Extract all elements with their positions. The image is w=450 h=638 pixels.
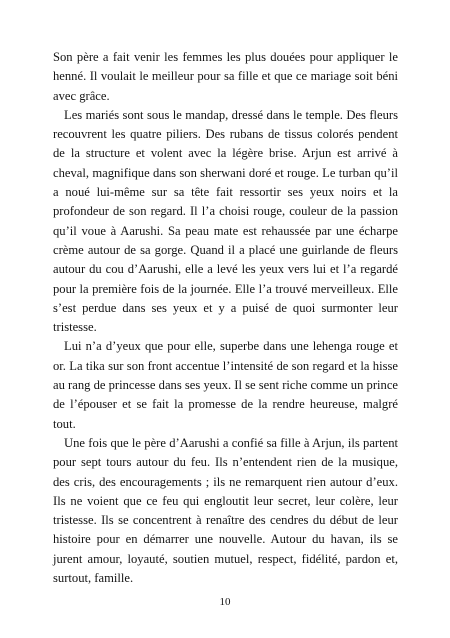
paragraph-1: Son père a fait venir les femmes les plus douées pour appliquer le henné. Il voulait le meilleur pour sa fille et que ce mariage soit béni avec grâce. (53, 50, 398, 103)
paragraph-3: Lui n’a d’yeux que pour elle, superbe dans une lehenga rouge et or. La tika sur son front accentue l’intensité de son regard et la hisse au rang de princesse dans ses yeux. Il se sent riche comme un prince de l’épouser et se fait la promesse de la rendre heureuse, malgré tout. (53, 339, 398, 431)
page-number: 10 (219, 596, 231, 608)
body-text (53, 48, 398, 588)
paragraph-2: Les mariés sont sous le mandap, dressé dans le temple. Des fleurs recouvrent les quatre piliers. Des rubans de tissus colorés pendent de la structure et volent avec la légère brise. Arjun est arrivé à cheval, magnifique dans son sherwani doré et rouge. Le turban qu’il a noué lui-même sur sa tête fait ressortir ses yeux noirs et la profondeur de son regard. Il l’a choisi rouge, couleur de la passion qu’il voue à Aarushi. Sa peau mate est rehaussée par une écharpe crème autour de sa gorge. Quand il a placé une guirlande de fleurs autour du cou d’Aarushi, elle a levé les yeux vers lui et l’a regardé pour la première fois de la journée. Elle l’a trouvé merveilleux. Elle s’est perdue dans ses yeux et y a puisé de quoi surmonter leur tristesse. (53, 107, 398, 335)
paragraph-4: Une fois que le père d’Aarushi a confié sa fille à Arjun, ils partent pour sept tours autour du feu. Ils n’entendent rien de la musique, des cris, des encouragements ; ils ne remarquent rien autour d’eux. Ils ne voient que ce feu qui engloutit leur secret, leur colère, leur tristesse. Ils se concentrent à renaître des cendres du début de leur histoire pour en démarrer une nouvelle. Autour du havan, ils se jurent amour, loyauté, soutien mutuel, respect, fidélité, pardon et, surtout, famille. (53, 435, 398, 586)
